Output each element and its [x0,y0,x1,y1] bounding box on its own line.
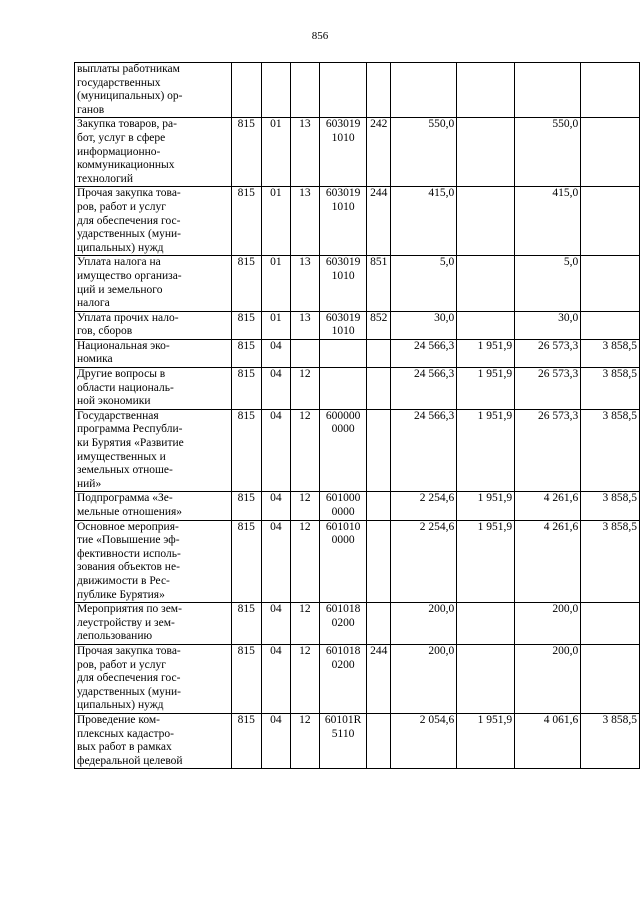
cell-section: 04 [261,368,290,410]
cell-target-article: 600000 0000 [319,409,367,492]
table-row [75,63,640,118]
cell-section: 01 [261,311,290,339]
cell-grbs: 815 [231,118,261,187]
cell-subsection: 12 [290,368,319,410]
cell-target-article [319,368,367,410]
cell-sum-2: 1 951,9 [457,339,515,367]
cell-sum-2: 1 951,9 [457,713,515,768]
cell-name: Мероприятия по зем- леустройству и зем- лепользованию [75,603,232,645]
cell-grbs: 815 [231,339,261,367]
cell-name: Другие вопросы в области националь- ной экономики [75,368,232,410]
cell-target-article [319,63,367,118]
cell-expense-type: 852 [367,311,391,339]
cell-sum-1: 2 254,6 [391,520,457,603]
cell-grbs: 815 [231,409,261,492]
cell-sum-4 [581,311,640,339]
cell-sum-4: 3 858,5 [581,713,640,768]
cell-sum-3: 26 573,3 [515,368,581,410]
cell-section: 04 [261,644,290,713]
cell-sum-2: 1 951,9 [457,492,515,520]
cell-expense-type: 851 [367,256,391,311]
cell-section: 01 [261,187,290,256]
cell-sum-2 [457,187,515,256]
cell-sum-4 [581,63,640,118]
cell-target-article: 603019 1010 [319,187,367,256]
cell-grbs: 815 [231,311,261,339]
cell-section: 04 [261,492,290,520]
cell-sum-3: 4 261,6 [515,492,581,520]
cell-sum-2 [457,644,515,713]
cell-subsection [290,63,319,118]
cell-grbs: 815 [231,520,261,603]
cell-target-article: 601010 0000 [319,520,367,603]
cell-section: 04 [261,520,290,603]
table-row [75,311,640,339]
cell-grbs [231,63,261,118]
budget-table [74,62,640,769]
cell-sum-3: 30,0 [515,311,581,339]
cell-target-article: 603019 1010 [319,118,367,187]
cell-sum-3: 5,0 [515,256,581,311]
cell-sum-1: 24 566,3 [391,368,457,410]
cell-sum-2: 1 951,9 [457,520,515,603]
cell-sum-1: 2 254,6 [391,492,457,520]
cell-sum-3: 550,0 [515,118,581,187]
table-row [75,603,640,645]
cell-name: Государственная программа Республи- ки Бурятия «Развитие имущественных и земельных отноше- ний» [75,409,232,492]
cell-sum-2 [457,311,515,339]
cell-grbs: 815 [231,713,261,768]
cell-sum-1: 30,0 [391,311,457,339]
table-row [75,339,640,367]
cell-subsection: 12 [290,409,319,492]
cell-subsection: 12 [290,644,319,713]
cell-target-article: 601018 0200 [319,644,367,713]
cell-sum-3: 415,0 [515,187,581,256]
cell-sum-3: 26 573,3 [515,409,581,492]
cell-expense-type: 244 [367,644,391,713]
cell-subsection: 13 [290,311,319,339]
cell-sum-2: 1 951,9 [457,409,515,492]
cell-expense-type [367,713,391,768]
cell-sum-4 [581,118,640,187]
cell-subsection: 12 [290,492,319,520]
cell-sum-2 [457,603,515,645]
cell-sum-3: 200,0 [515,603,581,645]
cell-grbs: 815 [231,644,261,713]
table-row [75,187,640,256]
cell-expense-type [367,368,391,410]
cell-sum-4: 3 858,5 [581,520,640,603]
cell-section: 04 [261,603,290,645]
cell-sum-3: 26 573,3 [515,339,581,367]
cell-grbs: 815 [231,603,261,645]
cell-section: 01 [261,256,290,311]
cell-sum-3 [515,63,581,118]
cell-sum-4: 3 858,5 [581,368,640,410]
cell-name: Прочая закупка това- ров, работ и услуг для обеспечения гос- ударственных (муни- ципальных) нужд [75,644,232,713]
cell-sum-4 [581,187,640,256]
table-row [75,520,640,603]
cell-expense-type: 244 [367,187,391,256]
cell-section [261,63,290,118]
cell-name: Уплата прочих нало- гов, сборов [75,311,232,339]
cell-expense-type [367,520,391,603]
cell-target-article: 601000 0000 [319,492,367,520]
cell-sum-1: 24 566,3 [391,409,457,492]
cell-expense-type [367,492,391,520]
cell-name: Подпрограмма «Зе- мельные отношения» [75,492,232,520]
cell-name: Проведение ком- плексных кадастро- вых работ в рамках федеральной целевой [75,713,232,768]
cell-section: 01 [261,118,290,187]
cell-sum-3: 4 061,6 [515,713,581,768]
cell-expense-type [367,603,391,645]
cell-sum-1: 24 566,3 [391,339,457,367]
cell-name: Закупка товаров, ра- бот, услуг в сфере информационно- коммуникационных технологий [75,118,232,187]
cell-sum-2 [457,256,515,311]
cell-sum-2: 1 951,9 [457,368,515,410]
cell-sum-1: 2 054,6 [391,713,457,768]
cell-sum-1: 550,0 [391,118,457,187]
cell-target-article: 603019 1010 [319,256,367,311]
cell-expense-type [367,339,391,367]
cell-sum-2 [457,63,515,118]
cell-sum-4: 3 858,5 [581,409,640,492]
cell-sum-4: 3 858,5 [581,339,640,367]
cell-subsection: 12 [290,713,319,768]
cell-sum-1: 5,0 [391,256,457,311]
cell-name: Национальная эко- номика [75,339,232,367]
table-row [75,492,640,520]
cell-sum-3: 4 261,6 [515,520,581,603]
cell-sum-1: 415,0 [391,187,457,256]
cell-target-article: 603019 1010 [319,311,367,339]
cell-subsection [290,339,319,367]
cell-sum-2 [457,118,515,187]
cell-subsection: 13 [290,256,319,311]
cell-sum-1 [391,63,457,118]
cell-sum-4: 3 858,5 [581,492,640,520]
cell-target-article [319,339,367,367]
cell-subsection: 13 [290,118,319,187]
table-row [75,409,640,492]
table-row [75,644,640,713]
cell-expense-type [367,409,391,492]
cell-subsection: 12 [290,603,319,645]
cell-sum-1: 200,0 [391,603,457,645]
cell-sum-4 [581,644,640,713]
cell-name: Уплата налога на имущество организа- ций и земельного налога [75,256,232,311]
cell-expense-type [367,63,391,118]
cell-sum-4 [581,603,640,645]
cell-name: Основное мероприя- тие «Повышение эф- фективности исполь- зования объектов не- движимости в Рес- публике Бурятия» [75,520,232,603]
cell-grbs: 815 [231,368,261,410]
table-row [75,118,640,187]
cell-subsection: 13 [290,187,319,256]
cell-section: 04 [261,409,290,492]
cell-target-article: 601018 0200 [319,603,367,645]
cell-name: Прочая закупка това- ров, работ и услуг для обеспечения гос- ударственных (муни- ципальных) нужд [75,187,232,256]
cell-grbs: 815 [231,187,261,256]
page-number: 856 [311,30,329,42]
cell-sum-4 [581,256,640,311]
cell-section: 04 [261,713,290,768]
cell-sum-3: 200,0 [515,644,581,713]
cell-name: выплаты работникам государственных (муниципальных) ор- ганов [75,63,232,118]
cell-section: 04 [261,339,290,367]
cell-subsection: 12 [290,520,319,603]
cell-grbs: 815 [231,256,261,311]
table-row [75,713,640,768]
table-row [75,256,640,311]
cell-grbs: 815 [231,492,261,520]
cell-target-article: 60101R 5110 [319,713,367,768]
cell-expense-type: 242 [367,118,391,187]
table-row [75,368,640,410]
cell-sum-1: 200,0 [391,644,457,713]
